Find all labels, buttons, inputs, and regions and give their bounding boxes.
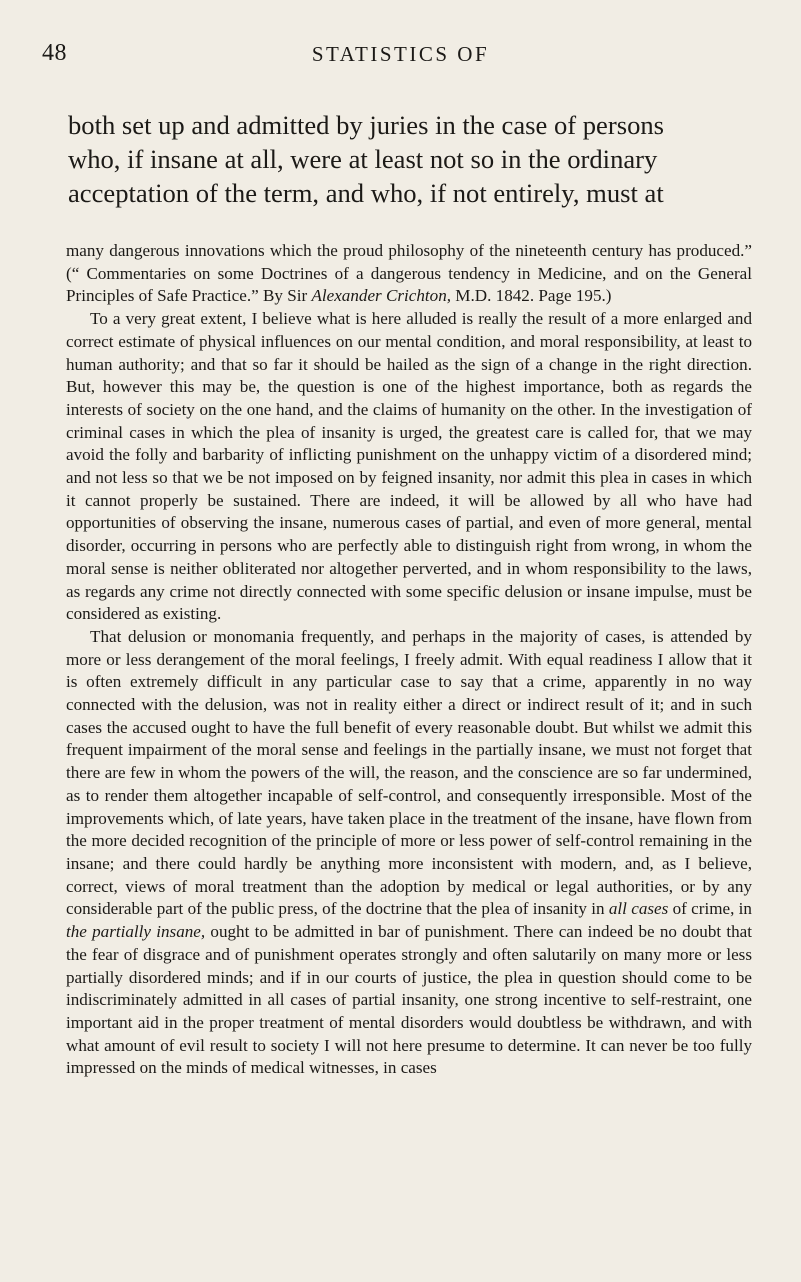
body-text xyxy=(66,240,752,1080)
lead-line: acceptation of the term, and who, if not entirely, must at xyxy=(68,178,664,208)
text-run: That delusion or monomania frequently, and perhaps in the majority of cases, is attended by more or less derangement of the moral feelings, I freely admit. With equal readiness I allow that it is often extremely difficult in any particular case to say that a crime, apparently in no way connected with the delusion, was not in reality either a direct or indirect result of it; and in such cases the accused ought to have the full benefit of every reasonable doubt. But whilst we admit this frequent impairment of the moral sense and feelings in the partially insane, we must not forget that there are few in whom the powers of the will, the reason, and the conscience are so far undermined, as to render them altogether incapable of self-control, and consequently irresponsible. Most of the improvements which, of late years, have taken place in the treatment of the insane, have flown from the more decided recognition of the principle of more or less power of self-control remaining in the insane; and there could hardly be anything more inconsistent with modern, and, as I believe, correct, views of moral treatment than the adoption by medical or legal authorities, or by any considerable part of the public press, of the doctrine that the plea of insanity in xyxy=(66,626,752,919)
page-number: 48 xyxy=(42,40,67,66)
text-run: To a very great extent, I believe what is here alluded is really the result of a more enlarged and correct estimate of physical influences on our mental condition, and moral responsibility, at least to human authority; and that so far it should be hailed as the sign of a change in the right direction. But, however this may be, the question is one of the highest importance, both as regards the interests of society on the one hand, and the claims of humanity on the other. In the investigation of criminal cases in which the plea of insanity is urged, the greatest care is called for, that we may avoid the folly and barbarity of inflicting punishment on the unhappy victim of a disordered mind; and not less so that we be not imposed on by feigned insanity, nor admit this plea in cases in which it cannot properly be sustained. There are indeed, it will be allowed by all who have had opportunities of observing the insane, numerous cases of partial, and even of more general, mental disorder, occurring in persons who are perfectly able to distinguish right from wrong, in whom the moral sense is neither obliterated nor altogether perverted, and in whom responsibility to the laws, as regards any crime not directly connected with some specific delusion or insane impulse, must be considered as existing. xyxy=(66,309,752,624)
emphasis: all cases xyxy=(608,899,669,919)
quotation-paragraph xyxy=(66,240,752,308)
emphasis: the partially insane, xyxy=(66,922,206,942)
text-run: of crime, in xyxy=(668,899,752,919)
body-paragraph xyxy=(66,308,752,626)
running-head: STATISTICS OF xyxy=(311,42,490,66)
text-run: M.D. 1842. Page 195.) xyxy=(451,286,612,306)
body-paragraph xyxy=(66,626,752,1080)
text-run: many dangerous innovations which the proud philosophy of the nineteenth century has produced.” (“ Commentaries on some Doctrines of a dangerous tendency in Medicine, and on the General Principles of Safe Practice.” By Sir xyxy=(66,241,752,306)
page-header xyxy=(40,40,761,74)
lead-line: both set up and admitted by juries in the case of persons xyxy=(68,110,665,140)
text-run: ought to be admitted in bar of punishment. There can indeed be no doubt that the fear of disgrace and of punishment operates strongly and often salutarily on many more or less partially disordered minds; and if in our courts of justice, the plea in question should come to be indiscriminately admitted in all cases of partial insanity, one strong incentive to self-restraint, one important aid in the proper treatment of mental disorders would doubtless be withdrawn, and with what amount of evil result to society I will not here presume to determine. It can never be too fully impressed on the minds of medical witnesses, in cases xyxy=(66,922,752,1078)
lead-line: who, if insane at all, were at least not so in the ordinary xyxy=(68,144,658,174)
lead-paragraph xyxy=(68,108,750,210)
author-name: Alexander Crichton, xyxy=(311,286,452,306)
